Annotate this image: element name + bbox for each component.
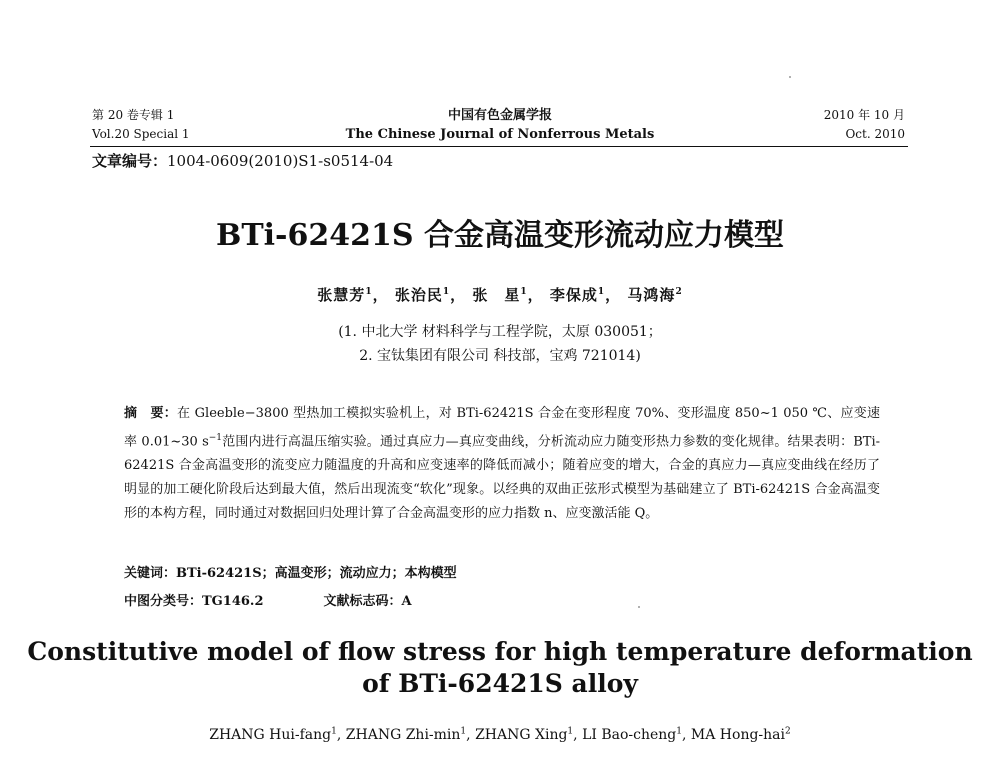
affiliation-1: (1. 中北大学 材料科学与工程学院，太原 030051；	[338, 324, 662, 340]
author: 张治民$^1$，	[394, 286, 467, 304]
author: 张 星$^1$，	[472, 286, 544, 304]
date-en: Oct. 2010	[845, 127, 905, 141]
article-number-value: 1004-0609(2010)S1-s0514-04	[167, 152, 394, 170]
journal-date	[824, 106, 905, 144]
document-code: 文献标志码：A	[323, 594, 412, 609]
author-list-cn	[0, 284, 1000, 305]
abstract-text-cont: 范围内进行高温压缩实验。通过真应力—真应变曲线，分析流动应力随变形热力参数的变化规律。结果表明：BTi-62421S 合金高温变形的流变应力随温度的升高和应变速率的降低而减小；随着应变的增大，合金的真应力—真应变曲线在经历了明显的加工硬化阶段后达到最大值，然后出现流变“软化”现象。以经典的双曲正弦形式模型为基础建立了 BTi-62421S 合金高温变形的本构方程，同时通过对数据回归处理计算了合金高温变形的应力指数 n、应变激活能 Q。	[124, 434, 880, 522]
author: 李保成$^1$，	[549, 286, 622, 304]
header-divider	[90, 146, 908, 147]
author: MA Hong-hai$^2$	[690, 726, 791, 743]
author: LI Bao-cheng$^1$,	[582, 726, 691, 743]
author: 马鸿海$^2$	[627, 286, 683, 304]
journal-name-en: The Chinese Journal of Nonferrous Metals	[345, 127, 655, 142]
keywords: 关键词：BTi-62421S；高温变形；流动应力；本构模型	[124, 566, 457, 581]
paper-title-cn: BTi-62421S 合金高温变形流动应力模型	[215, 218, 784, 253]
title-en-line-2: of BTi-62421S alloy	[362, 669, 638, 698]
scan-speck	[789, 76, 791, 78]
author: ZHANG Hui-fang$^1$,	[209, 726, 346, 743]
affiliations	[0, 320, 1000, 368]
affiliation-2: 2. 宝钛集团有限公司 科技部，宝鸡 721014)	[359, 348, 641, 364]
date-cn: 2010 年 10 月	[823, 108, 905, 122]
author-list-en	[0, 726, 1000, 743]
journal-name	[300, 106, 700, 144]
article-number-label: 文章编号：	[92, 152, 168, 170]
abstract	[124, 402, 880, 526]
classification-number: 中图分类号：TG146.2	[124, 594, 264, 609]
abstract-label: 摘 要：	[124, 406, 178, 421]
scan-speck	[638, 606, 640, 608]
journal-name-cn: 中国有色金属学报	[447, 108, 552, 123]
author: ZHANG Xing$^1$,	[475, 726, 583, 743]
volume-cn: 第 20 卷专辑 1	[92, 108, 175, 122]
journal-volume	[92, 106, 190, 144]
abstract-text: 在 Gleeble−3800 型热加工模拟实验机上，对 BTi-62421S 合金在变形程度 70%、变形温度 850~1 050 ℃、应变速率 0.01~30 s	[124, 406, 880, 450]
author: ZHANG Zhi-$\min^1$,	[345, 726, 476, 743]
classification-line	[124, 590, 472, 609]
exponent: −1	[208, 433, 223, 443]
title-en-line-1: Constitutive model of flow stress for high temperature deformation	[27, 637, 973, 666]
paper-title-en	[0, 636, 1000, 700]
author: 张慧芳$^1$，	[317, 286, 389, 304]
article-number	[92, 150, 393, 171]
volume-en: Vol.20 Special 1	[92, 127, 190, 141]
